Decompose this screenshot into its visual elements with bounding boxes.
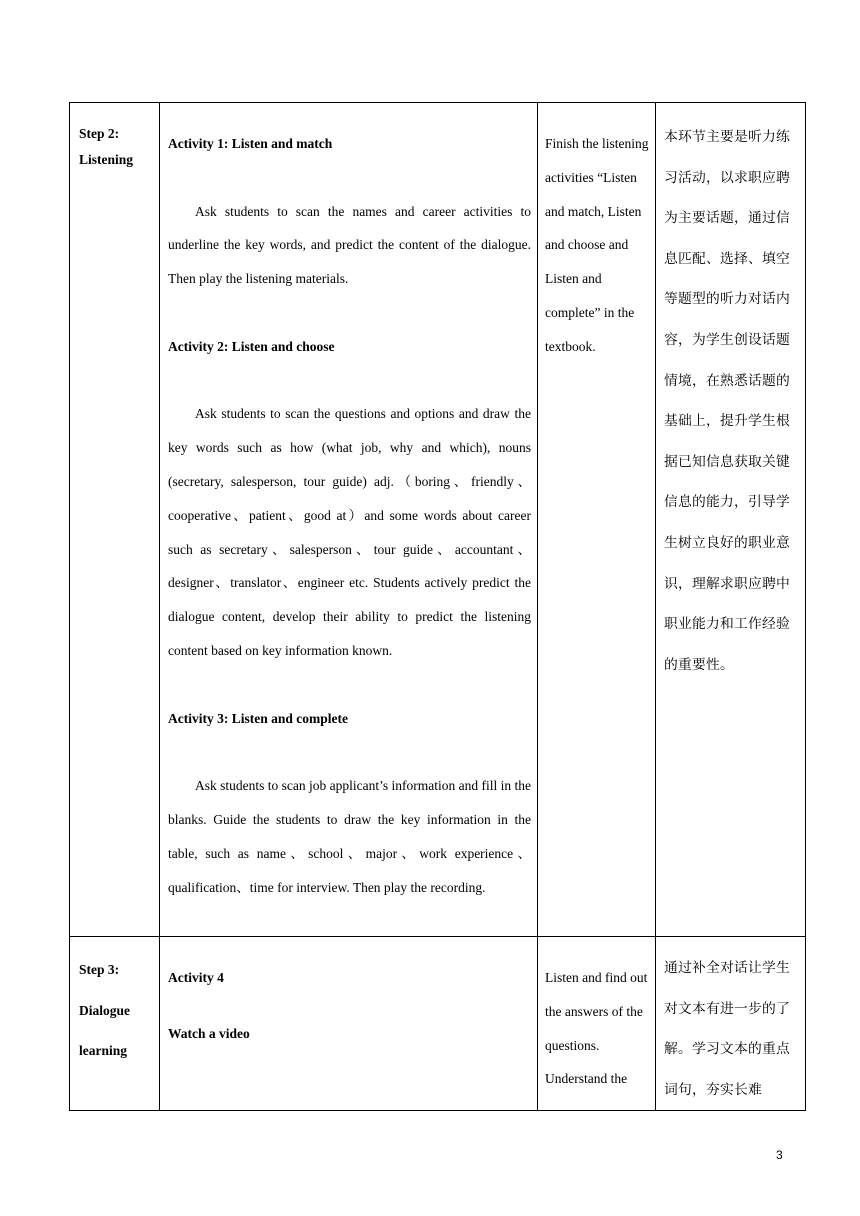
- student-task-text: Listen and find out the answers of the questions. Understand the: [545, 970, 648, 1087]
- activity-title: Activity 3: Listen and complete: [168, 710, 348, 726]
- activity-text: Ask students to scan the names and career activities to underline the key words, and predict the content of the dialogue. Then play the listening materials.: [168, 203, 531, 287]
- student-task-cell: [538, 937, 656, 1111]
- activity-text: Ask students to scan job applicant’s information and fill in the blanks. Guide the students to draw the key information in the table, such as name、school、major、work experience、qualification、time for interview. Then play the recording.: [168, 778, 531, 895]
- activity-cell: [160, 937, 538, 1111]
- page-number: 3: [776, 1148, 783, 1162]
- activity-cell: [160, 103, 538, 937]
- purpose-cell: [656, 937, 806, 1111]
- step-name: Listening: [79, 152, 134, 167]
- step-cell: [70, 937, 160, 1111]
- activity-text: Ask students to scan the questions and options and draw the key words such as how (what job, why and which), nouns (secretary, salesperson, tour guide) adj.（boring、friendly、cooperative、patient、good at）and some words about career such as secretary、salesperson、tour guide、accountant、designer、translator、engineer etc. Students actively predict the dialogue content, develop their ability to predict the listening content based on key information known.: [168, 406, 531, 658]
- purpose-text: 通过补全对话让学生对文本有进一步的了解。学习文本的重点词句，夯实长难: [664, 960, 790, 1098]
- student-task-cell: [538, 103, 656, 937]
- step-name-line2: learning: [79, 1043, 128, 1058]
- step-label: Step 2:: [79, 126, 120, 141]
- activity-title: Activity 4: [168, 970, 224, 985]
- step-cell: [70, 103, 160, 937]
- purpose-cell: [656, 103, 806, 937]
- step-name: Dialogue: [79, 1002, 131, 1018]
- purpose-text: 本环节主要是听力练习活动，以求职应聘为主要话题，通过信息匹配、选择、填空等题型的听力对话内容，为学生创设话题情境，在熟悉话题的基础上，提升学生根据已知信息获取关键信息的能力，引导学生树立良好的职业意识，理解求职应聘中职业能力和工作经验的重要性。: [664, 129, 790, 673]
- activity-subtitle: Watch a video: [168, 1025, 250, 1041]
- activity-title: Activity 1: Listen and match: [168, 136, 333, 151]
- student-task-text: Finish the listening activities “Listen and match, Listen and choose and Listen and complete” in the textbook.: [545, 136, 649, 354]
- table-row-step3: [70, 937, 806, 1111]
- lesson-plan-table: [69, 102, 806, 1111]
- activity-title: Activity 2: Listen and choose: [168, 338, 335, 354]
- table-row-step2: [70, 103, 806, 937]
- step-label: Step 3:: [79, 962, 120, 977]
